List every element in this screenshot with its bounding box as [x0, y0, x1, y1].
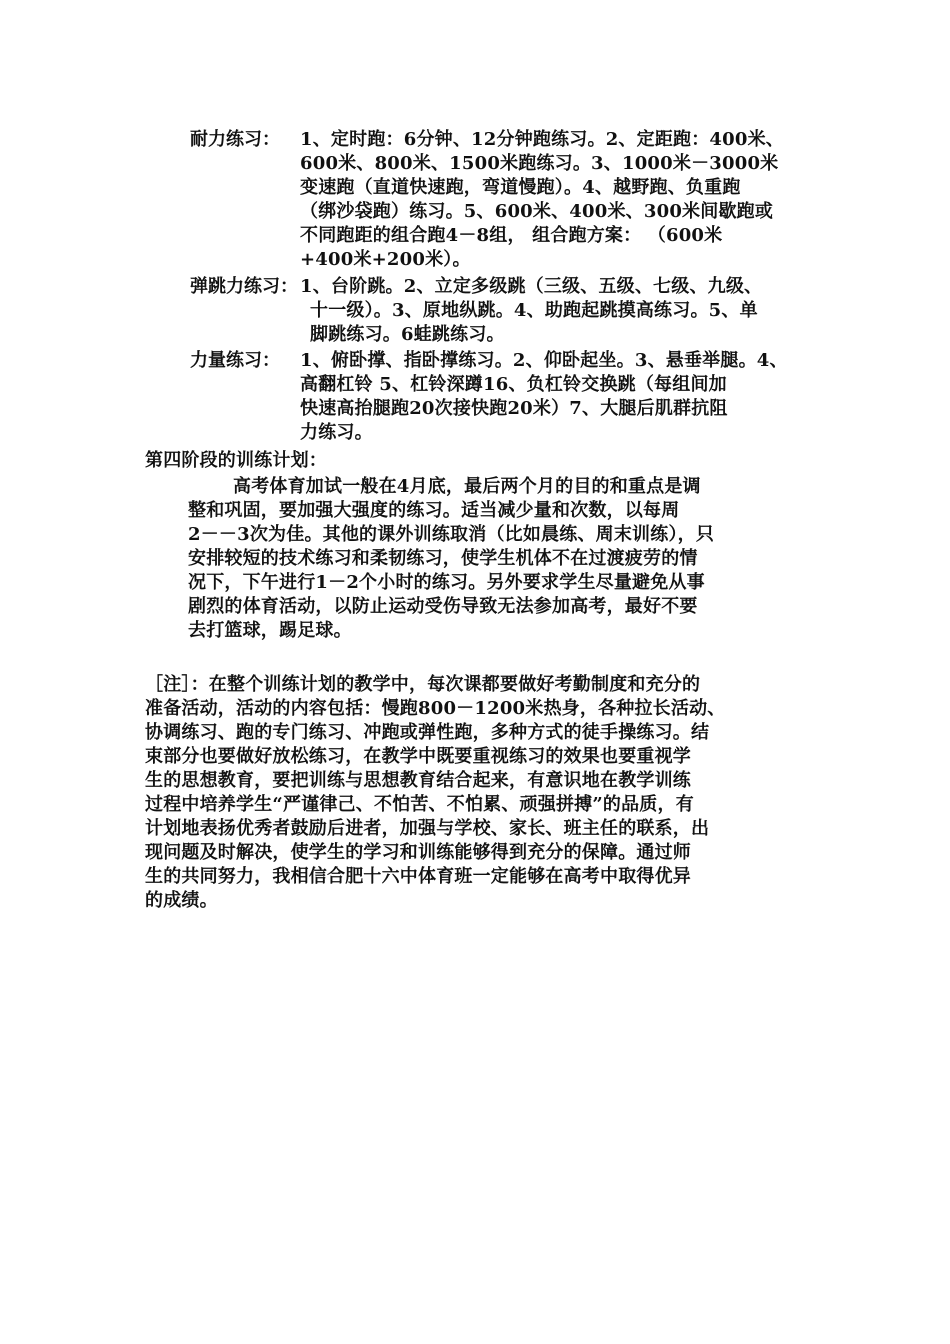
strength-label: 力量练习： [190, 350, 280, 371]
note-line-8: 现问题及时解决，使学生的学习和训练能够得到充分的保障。通过师 [145, 842, 691, 863]
endurance-line-6: +400米+200米）。 [300, 249, 471, 270]
note-line-10: 的成绩。 [145, 890, 218, 911]
endurance-label: 耐力练习： [190, 129, 280, 150]
endurance-line-5: 不同跑距的组合跑4－8组， 组合跑方案： （600米 [300, 225, 723, 246]
jumping-label: 弹跳力练习： [190, 276, 298, 297]
strength-line-2: 高翻杠铃 5、杠铃深蹲16、负杠铃交换跳（每组间加 [300, 374, 727, 395]
jumping-line-3: 脚跳练习。6蛙跳练习。 [310, 324, 505, 345]
note-line-5: 生的思想教育，要把训练与思想教育结合起来，有意识地在教学训练 [145, 770, 691, 791]
stage4-line-6: 剧烈的体育活动，以防止运动受伤导致无法参加高考，最好不要 [188, 596, 698, 617]
endurance-line-4: （绑沙袋跑）练习。5、600米、400米、300米间歇跑或 [300, 201, 774, 222]
stage4-line-4: 安排较短的技术练习和柔韧练习，使学生机体不在过渡疲劳的情 [188, 548, 698, 569]
stage4-line-3: 2－－3次为佳。其他的课外训练取消（比如晨练、周末训练），只 [188, 524, 715, 545]
stage4-line-1: 高考体育加试一般在4月底，最后两个月的目的和重点是调 [233, 476, 701, 497]
jumping-line-2: 十一级）。3、原地纵跳。4、助跑起跳摸高练习。5、单 [310, 300, 758, 321]
note-line-6: 过程中培养学生“严谨律己、不怕苦、不怕累、顽强拼搏”的品质，有 [145, 794, 694, 815]
endurance-line-1: 1、定时跑：6分钟、12分钟跑练习。2、定距跑：400米、 [300, 129, 784, 150]
jumping-line-1: 1、台阶跳。2、立定多级跳（三级、五级、七级、九级、 [300, 276, 763, 297]
strength-line-1: 1、俯卧撑、指卧撑练习。2、仰卧起坐。3、悬垂举腿。4、 [300, 350, 788, 371]
strength-line-4: 力练习。 [300, 422, 373, 443]
note-line-4: 束部分也要做好放松练习，在教学中既要重视练习的效果也要重视学 [145, 746, 691, 767]
stage4-line-7: 去打篮球，踢足球。 [188, 620, 352, 641]
note-line-1: ［注］：在整个训练计划的教学中，每次课都要做好考勤制度和充分的 [145, 674, 701, 695]
endurance-line-2: 600米、800米、1500米跑练习。3、1000米－3000米 [300, 153, 779, 174]
stage4-line-5: 况下，下午进行1－2个小时的练习。另外要求学生尽量避免从事 [188, 572, 705, 593]
stage4-heading: 第四阶段的训练计划： [145, 450, 327, 471]
note-line-3: 协调练习、跑的专门练习、冲跑或弹性跑，多种方式的徒手操练习。结 [145, 722, 710, 743]
strength-line-3: 快速高抬腿跑20次接快跑20米）7、大腿后肌群抗阻 [300, 398, 728, 419]
note-line-2: 准备活动，活动的内容包括：慢跑800－1200米热身，各种拉长活动、 [145, 698, 726, 719]
endurance-line-3: 变速跑（直道快速跑，弯道慢跑）。4、越野跑、负重跑 [300, 177, 741, 198]
stage4-line-2: 整和巩固，要加强大强度的练习。适当减少量和次数，以每周 [188, 500, 680, 521]
note-line-9: 生的共同努力，我相信合肥十六中体育班一定能够在高考中取得优异 [145, 866, 691, 887]
note-line-7: 计划地表扬优秀者鼓励后进者，加强与学校、家长、班主任的联系，出 [145, 818, 710, 839]
